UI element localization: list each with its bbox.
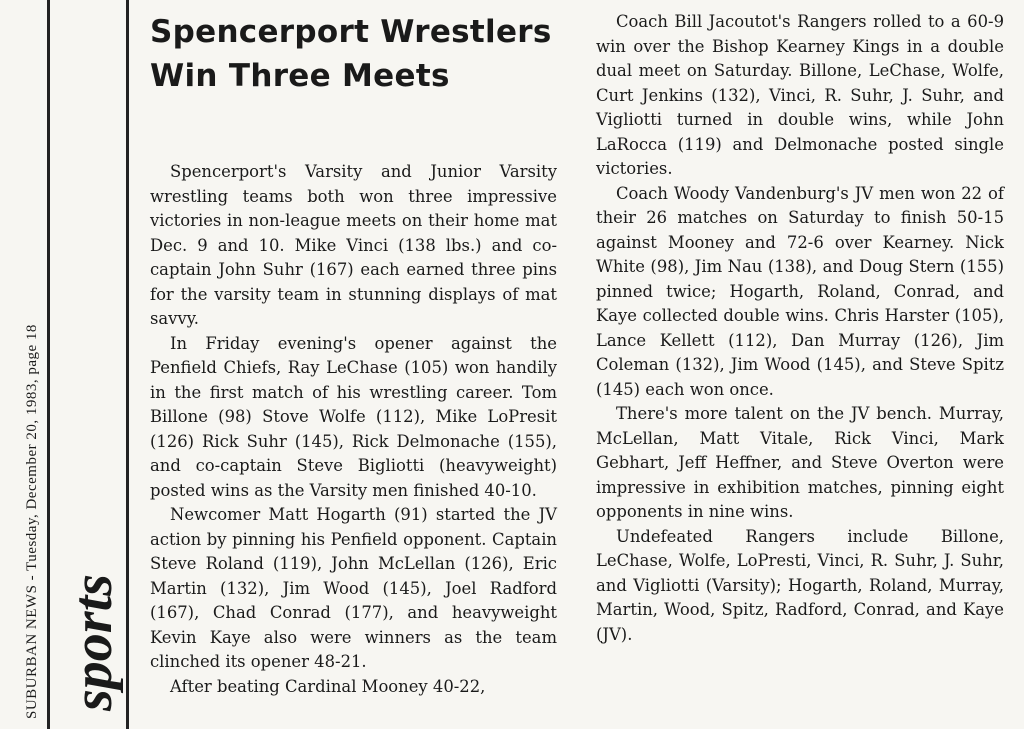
masthead-dateline: SUBURBAN NEWS - Tuesday, December 20, 1983, page 18 bbox=[24, 324, 40, 719]
paragraph: After beating Cardinal Mooney 40-22, bbox=[170, 676, 486, 696]
paragraph: In Friday evening's opener against the Penfield Chiefs, Ray LeChase (105) won handily in the first match of his wrestling career. Tom Billone (98) Stove Wolfe (112), Mike LoPresit (126) Rick Suhr (145), Rick Delmonache (155), and co-captain Steve Bigliotti (heavyweight) posted wins as the Varsity men finished 40-10. bbox=[150, 333, 557, 500]
article-column-1 bbox=[150, 160, 557, 699]
paragraph: Newcomer Matt Hogarth (91) started the JV action by pinning his Penfield opponent. Captain Steve Roland (119), John McLellan (126), Eric Martin (132), Jim Wood (145), Joel Radford (167), Chad Conrad (177), and heavyweight Kevin Kaye also were winners as the team clinched its opener 48-21. bbox=[150, 505, 557, 671]
vertical-rule-right bbox=[126, 0, 129, 729]
vertical-rule-left bbox=[47, 0, 50, 729]
article-column-2 bbox=[596, 10, 1004, 647]
paragraph: Spencerport's Varsity and Junior Varsity wrestling teams both won three impressive victories in non-league meets on their home mat Dec. 9 and 10. Mike Vinci (138 lbs.) and co-captain John Suhr (167) each earned three pins for the varsity team in stunning displays of mat savvy. bbox=[150, 162, 557, 328]
paragraph: Coach Woody Vandenburg's JV men won 22 of their 26 matches on Saturday to finish 50-15 against Mooney and 72-6 over Kearney. Nick White (98), Jim Nau (138), and Doug Stern (155) pinned twice; Hogarth, Roland, Conrad, and Kaye collected double wins. Chris Harster (105), Lance Kellett (112), Dan Murray (126), Jim Coleman (132), Jim Wood (145), and Steve Spitz (145) each won once. bbox=[596, 183, 1004, 399]
article-headline: Spencerport Wrestlers Win Three Meets bbox=[150, 14, 552, 94]
section-label: sports bbox=[62, 574, 124, 711]
paragraph: Coach Bill Jacoutot's Rangers rolled to a 60-9 win over the Bishop Kearney Kings in a double dual meet on Saturday. Billone, LeChase, Wolfe, Curt Jenkins (132), Vinci, R. Suhr, J. Suhr, and Vigliotti turned in double wins, while John LaRocca (119) and Delmonache posted single victories. bbox=[596, 12, 1004, 178]
paragraph: Undefeated Rangers include Billone, LeChase, Wolfe, LoPresti, Vinci, R. Suhr, J. Suhr, and Vigliotti (Varsity); Hogarth, Roland, Murray, Martin, Wood, Spitz, Radford, Conrad, and Kaye (JV). bbox=[596, 526, 1004, 644]
paragraph: There's more talent on the JV bench. Murray, McLellan, Matt Vitale, Rick Vinci, Mark Gebhart, Jeff Heffner, and Steve Overton were impressive in exhibition matches, pinning eight opponents in nine wins. bbox=[596, 404, 1004, 521]
